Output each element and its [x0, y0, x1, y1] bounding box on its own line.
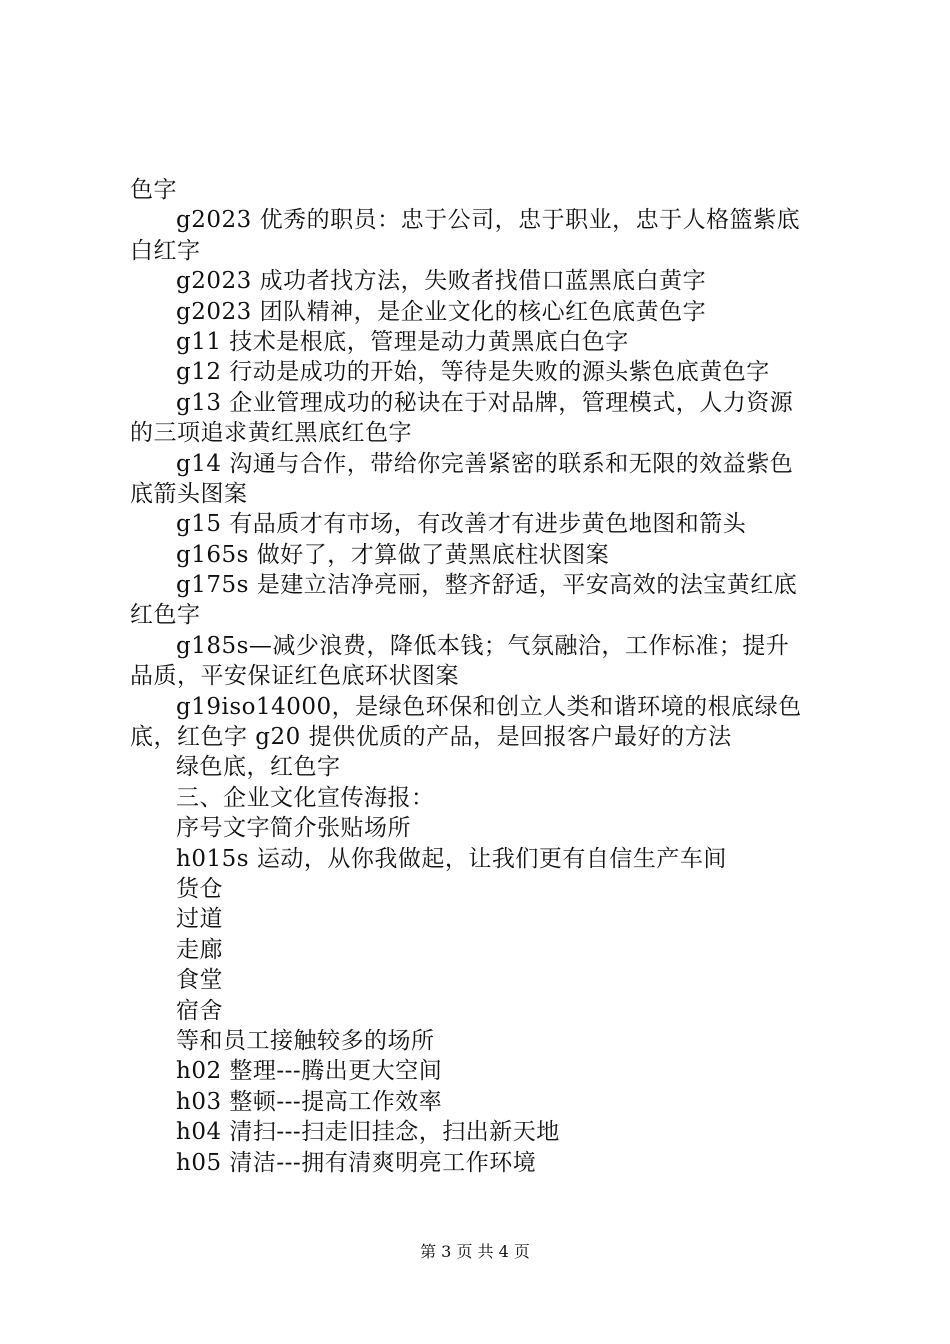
text-line: 底，红色字 g20 提供优质的产品，是回报客户最好的方法 [130, 724, 732, 751]
text-line: h04 清扫---扫走旧挂念，扫出新天地 [176, 1119, 560, 1146]
text-line: 白红字 [130, 237, 201, 264]
text-line: 等和员工接触较多的场所 [176, 1027, 435, 1054]
text-line: 色字 [130, 177, 177, 203]
text-line: 走廊 [176, 936, 223, 963]
text-line: g13 企业管理成功的秘诀在于对品牌，管理模式，人力资源 [176, 389, 794, 416]
text-line: g12 行动是成功的开始，等待是失败的源头紫色底黄色字 [176, 359, 770, 386]
text-line: g175s 是建立洁净亮丽，整齐舒适，平安高效的法宝黄红底 [176, 572, 798, 599]
text-line: g11 技术是根底，管理是动力黄黑底白色字 [176, 328, 629, 355]
text-line: g2023 成功者找方法，失败者找借口蓝黑底白黄字 [176, 268, 707, 295]
text-line: 的三项追求黄红黑底红色字 [130, 420, 412, 447]
text-line: h05 清洁---拥有清爽明亮工作环境 [176, 1149, 537, 1176]
text-line: 三、企业文化宣传海报： [176, 784, 435, 811]
page-footer: 第 3 页 共 4 页 [420, 1242, 530, 1261]
text-line: g165s 做好了，才算做了黄黑底柱状图案 [176, 541, 610, 568]
text-line: 食堂 [176, 967, 223, 994]
text-line: h015s 运动，从你我做起，让我们更有自信生产车间 [176, 845, 727, 872]
text-line: h03 整顿---提高工作效率 [176, 1088, 443, 1115]
text-line: 货仓 [176, 875, 223, 902]
text-line: 宿舍 [176, 997, 223, 1024]
text-line: g185s—减少浪费，降低本钱；气氛融洽，工作标准；提升 [176, 632, 790, 659]
text-line: h02 整理---腾出更大空间 [176, 1058, 443, 1085]
text-line: g2023 团队精神，是企业文化的核心红色底黄色字 [176, 298, 707, 325]
text-line: g19iso14000，是绿色环保和创立人类和谐环境的根底绿色 [176, 693, 802, 720]
text-line: 红色字 [130, 602, 201, 629]
text-line: 品质，平安保证红色底环状图案 [130, 663, 459, 690]
text-line: 过道 [176, 906, 223, 933]
text-line: 底箭头图案 [130, 480, 248, 507]
text-line: 绿色底，红色字 [176, 754, 341, 781]
text-line: g2023 优秀的职员：忠于公司，忠于职业，忠于人格篮紫底 [176, 207, 801, 234]
text-line: g15 有品质才有市场，有改善才有进步黄色地图和箭头 [176, 511, 747, 538]
text-line: g14 沟通与合作，带给你完善紧密的联系和无限的效益紫色 [176, 450, 794, 477]
document-body [130, 175, 840, 1178]
text-line: 序号文字简介张贴场所 [176, 815, 411, 842]
